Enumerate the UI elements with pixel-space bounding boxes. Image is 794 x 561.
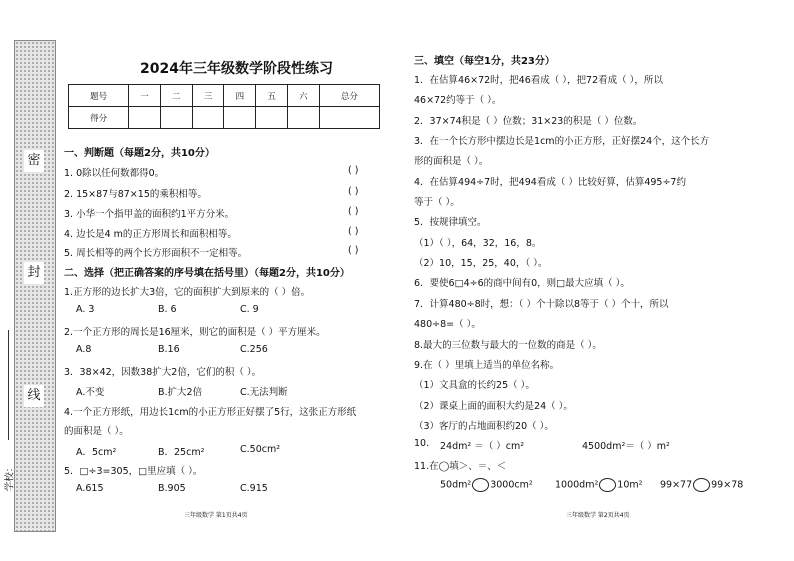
choice-q1-opt-c[interactable]: C. 9 bbox=[240, 304, 259, 315]
compare-2-right: 10m² bbox=[617, 479, 643, 491]
fill-line-10: （2）10，15，25，40，（ ）。 bbox=[414, 258, 548, 269]
school-label: 学校： bbox=[4, 462, 16, 492]
score-table bbox=[68, 84, 380, 129]
fill-line-16: （1）文具盒的长约25（ ）。 bbox=[414, 380, 535, 391]
choice-q2: 2.一个正方形的周长是16厘米，则它的面积是（ ）平方厘米。 bbox=[64, 327, 326, 338]
score-header-cell: 二 bbox=[160, 85, 192, 107]
fill-line-9: （1）（ ），64，32，16，8。 bbox=[414, 238, 542, 249]
choice-q5-opt-a[interactable]: A.615 bbox=[76, 483, 104, 494]
section1-heading: 一、判断题（每题2分，共10分） bbox=[64, 148, 215, 159]
compare-1-circle[interactable] bbox=[472, 478, 489, 492]
compare-3-circle[interactable] bbox=[693, 478, 710, 492]
score-input-cell[interactable] bbox=[287, 107, 319, 129]
compare-1-left: 50dm² bbox=[440, 479, 472, 491]
fill-line-17: （2）课桌上面的面积大约是24（ ）。 bbox=[414, 401, 573, 412]
choice-q3: 3．38×42，因数38扩大2倍，它们的积（ ）。 bbox=[64, 367, 262, 378]
compare-item-2 bbox=[555, 478, 642, 492]
fill-line-4: 3．在一个长方形中摆边长是1cm的小正方形，正好摆24个，这个长方 bbox=[414, 136, 710, 147]
score-input-cell[interactable] bbox=[129, 107, 161, 129]
choice-q4-line1: 4.一个正方形纸，用边长1cm的小正方形正好摆了5行，这张正方形纸 bbox=[64, 407, 357, 418]
score-header-cell: 总分 bbox=[319, 85, 379, 107]
fill-line-12: 7．计算480÷8时，想：（ ）个十除以8等于（ ）个十，所以 bbox=[414, 299, 669, 310]
q10-part-1: 24dm² ＝（ ）cm² bbox=[440, 441, 525, 452]
fill-line-1: 1．在估算46×72时，把46看成（ ），把72看成（ ），所以 bbox=[414, 75, 663, 86]
choice-q2-opt-c[interactable]: C.256 bbox=[240, 344, 268, 355]
right-page-footer: 三年级数学 第2页共4页 bbox=[566, 512, 630, 519]
score-input-cell[interactable] bbox=[256, 107, 288, 129]
choice-q4-opt-b[interactable]: B．25cm² bbox=[158, 447, 205, 458]
choice-q2-opt-a[interactable]: A.8 bbox=[76, 344, 92, 355]
judge-item-1: 1. 0除以任何数都得0。 bbox=[64, 168, 165, 179]
score-header-cell: 五 bbox=[256, 85, 288, 107]
fill-line-14: 8.最大的三位数与最大的一位数的商是（ ）。 bbox=[414, 340, 602, 351]
compare-item-3 bbox=[660, 478, 743, 492]
fill-line-2: 46×72约等于（ ）。 bbox=[414, 95, 502, 106]
exam-title: 2024年三年级数学阶段性练习 bbox=[140, 61, 333, 77]
choice-q3-opt-a[interactable]: A.不变 bbox=[76, 387, 105, 398]
choice-q1-opt-a[interactable]: A. 3 bbox=[76, 304, 95, 315]
choice-q1-opt-b[interactable]: B. 6 bbox=[158, 304, 177, 315]
judge-answer-3[interactable]: ( ) bbox=[348, 206, 359, 217]
compare-2-circle[interactable] bbox=[599, 478, 616, 492]
q10-part-2: 4500dm²＝（ ）m² bbox=[582, 441, 670, 452]
choice-q5: 5．□÷3=305，□里应填（ ）。 bbox=[64, 466, 203, 477]
binding-char-mi: 密 bbox=[24, 150, 44, 172]
choice-q3-opt-b[interactable]: B.扩大2倍 bbox=[158, 387, 203, 398]
q11-heading: 11.在◯填＞、＝、＜ bbox=[414, 461, 507, 472]
judge-item-2: 2. 15×87与87×15的乘积相等。 bbox=[64, 189, 207, 200]
judge-answer-2[interactable]: ( ) bbox=[348, 186, 359, 197]
choice-q2-opt-b[interactable]: B.16 bbox=[158, 344, 180, 355]
fill-line-11: 6．要使6□4÷6的商中间有0，则□最大应填（ ）。 bbox=[414, 278, 630, 289]
score-input-cell[interactable] bbox=[224, 107, 256, 129]
score-table-score-row bbox=[69, 107, 380, 129]
fill-line-15: 9.在（ ）里填上适当的单位名称。 bbox=[414, 360, 560, 371]
judge-answer-5[interactable]: ( ) bbox=[348, 245, 359, 256]
choice-q3-opt-c[interactable]: C.无法判断 bbox=[240, 387, 288, 398]
choice-q5-opt-b[interactable]: B.905 bbox=[158, 483, 186, 494]
compare-item-1 bbox=[440, 478, 533, 492]
section2-heading: 二、选择（把正确答案的序号填在括号里）（每题2分，共10分） bbox=[64, 268, 350, 279]
score-input-cell[interactable] bbox=[160, 107, 192, 129]
fill-line-13: 480÷8=（ ）。 bbox=[414, 319, 481, 330]
fill-line-18: （3）客厅的占地面积约20（ ）。 bbox=[414, 421, 554, 432]
compare-1-right: 3000cm² bbox=[490, 479, 533, 491]
section3-heading: 三、填空（每空1分，共23分） bbox=[414, 56, 555, 67]
school-write-line bbox=[8, 330, 9, 440]
score-header-cell: 六 bbox=[287, 85, 319, 107]
q10-number: 10. bbox=[414, 438, 430, 449]
choice-q1: 1.正方形的边长扩大3倍，它的面积扩大到原来的（ ）倍。 bbox=[64, 287, 311, 298]
score-table-header-row bbox=[69, 85, 380, 107]
compare-3-right: 99×78 bbox=[711, 479, 744, 491]
judge-item-3: 3. 小华一个指甲盖的面积约1平方分米。 bbox=[64, 209, 235, 220]
compare-3-left: 99×77 bbox=[660, 479, 693, 491]
score-input-cell[interactable] bbox=[192, 107, 224, 129]
score-input-cell[interactable] bbox=[319, 107, 379, 129]
choice-q5-opt-c[interactable]: C.915 bbox=[240, 483, 268, 494]
fill-line-3: 2．37×74积是（ ）位数；31×23的积是（ ）位数。 bbox=[414, 116, 643, 127]
left-page-footer: 三年级数学 第1页共4页 bbox=[184, 512, 248, 519]
score-header-cell: 三 bbox=[192, 85, 224, 107]
fill-line-6: 4．在估算494÷7时，把494看成（ ）比较好算，估算495÷7约 bbox=[414, 177, 686, 188]
binding-char-xian: 线 bbox=[24, 385, 44, 407]
fill-line-7: 等于（ ）。 bbox=[414, 197, 460, 208]
choice-q4-line2: 的面积是（ ）。 bbox=[64, 426, 129, 437]
judge-item-5: 5. 周长相等的两个长方形面积不一定相等。 bbox=[64, 248, 248, 259]
score-header-cell: 四 bbox=[224, 85, 256, 107]
binding-strip bbox=[14, 40, 56, 532]
judge-answer-4[interactable]: ( ) bbox=[348, 226, 359, 237]
judge-item-4: 4. 边长是4 m的正方形周长和面积相等。 bbox=[64, 229, 237, 240]
score-header-cell: 题号 bbox=[69, 85, 129, 107]
score-row-label: 得分 bbox=[69, 107, 129, 129]
score-header-cell: 一 bbox=[129, 85, 161, 107]
choice-q4-opt-c[interactable]: C.50cm² bbox=[240, 444, 281, 455]
choice-q4-opt-a[interactable]: A．5cm² bbox=[76, 447, 117, 458]
compare-2-left: 1000dm² bbox=[555, 479, 599, 491]
fill-line-8: 5．按规律填空。 bbox=[414, 217, 487, 228]
fill-line-5: 形的面积是（ ）。 bbox=[414, 156, 489, 167]
judge-answer-1[interactable]: ( ) bbox=[348, 165, 359, 176]
binding-char-feng: 封 bbox=[24, 262, 44, 284]
